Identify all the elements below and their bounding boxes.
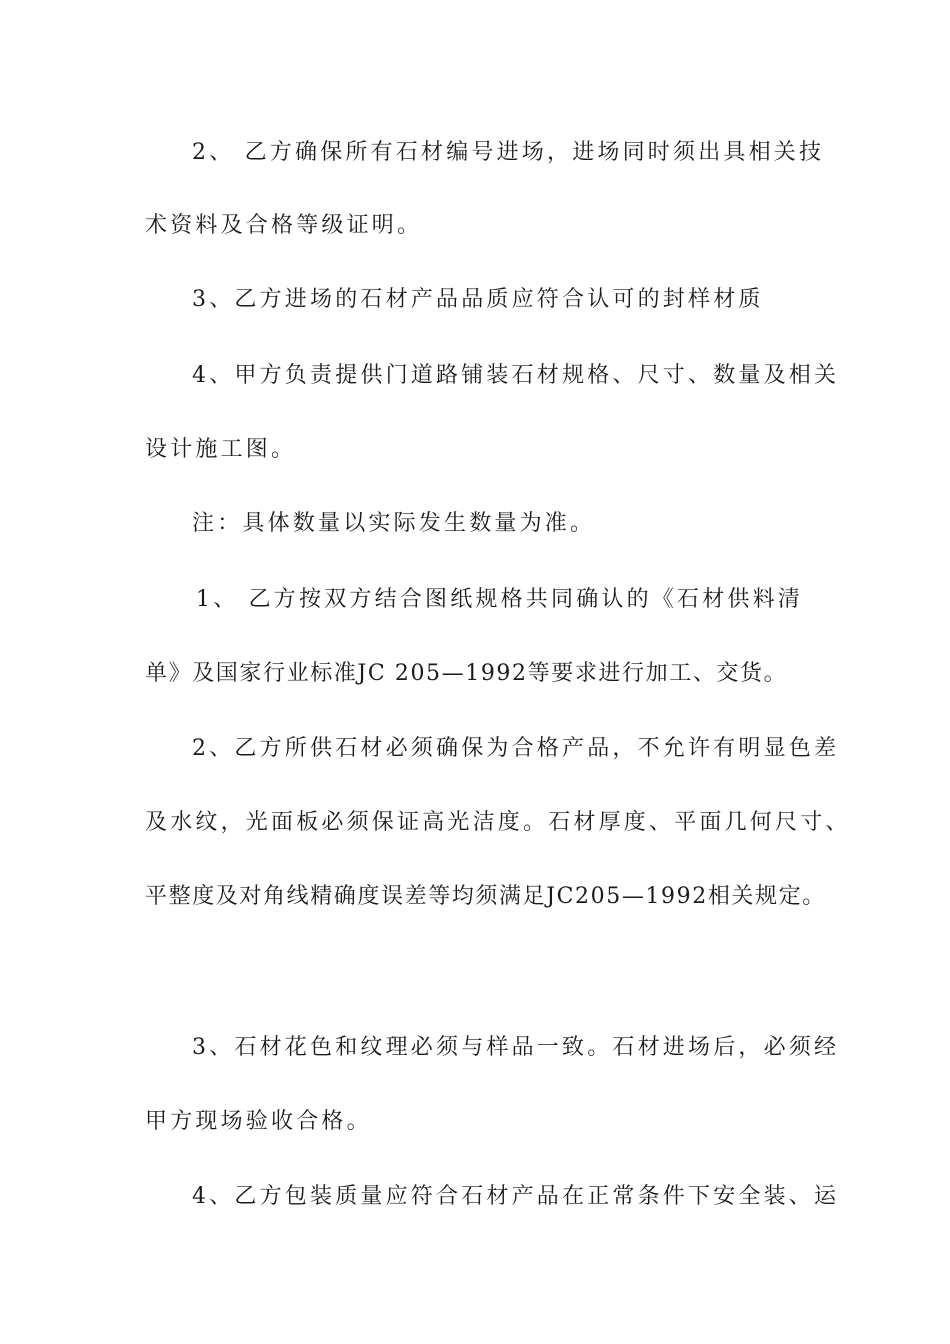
paragraph-line: 3、乙方进场的石材产品品质应符合认可的封样材质 [192,287,764,312]
note-line: 注：具体数量以实际发生数量为准。 [192,511,596,536]
paragraph-line: 设计施工图。 [145,437,297,462]
paragraph-line: 2、乙方所供石材必须确保为合格产品，不允许有明显色差 [192,736,840,761]
paragraph-line: 1、 乙方按双方结合图纸规格共同确认的《石材供料清 [196,587,803,612]
paragraph-line: 术资料及合格等级证明。 [145,213,423,238]
paragraph-line: 及水纹，光面板必须保证高光洁度。石材厚度、平面几何尺寸、 [145,810,851,835]
paragraph-line: 4、乙方包装质量应符合石材产品在正常条件下安全装、运 [192,1184,840,1209]
paragraph-line: 3、石材花色和纹理必须与样品一致。石材进场后，必须经 [192,1035,840,1060]
paragraph-line: 4、甲方负责提供门道路铺装石材规格、尺寸、数量及相关 [192,363,840,388]
paragraph-line: 甲方现场验收合格。 [145,1109,372,1134]
paragraph-line: 平整度及对角线精确度误差等均须满足JC205—1992相关规定。 [145,884,826,909]
paragraph-line: 单》及国家行业标准JC 205—1992等要求进行加工、交货。 [145,661,788,686]
paragraph-line: 2、 乙方确保所有石材编号进场，进场同时须出具相关技 [192,140,825,165]
